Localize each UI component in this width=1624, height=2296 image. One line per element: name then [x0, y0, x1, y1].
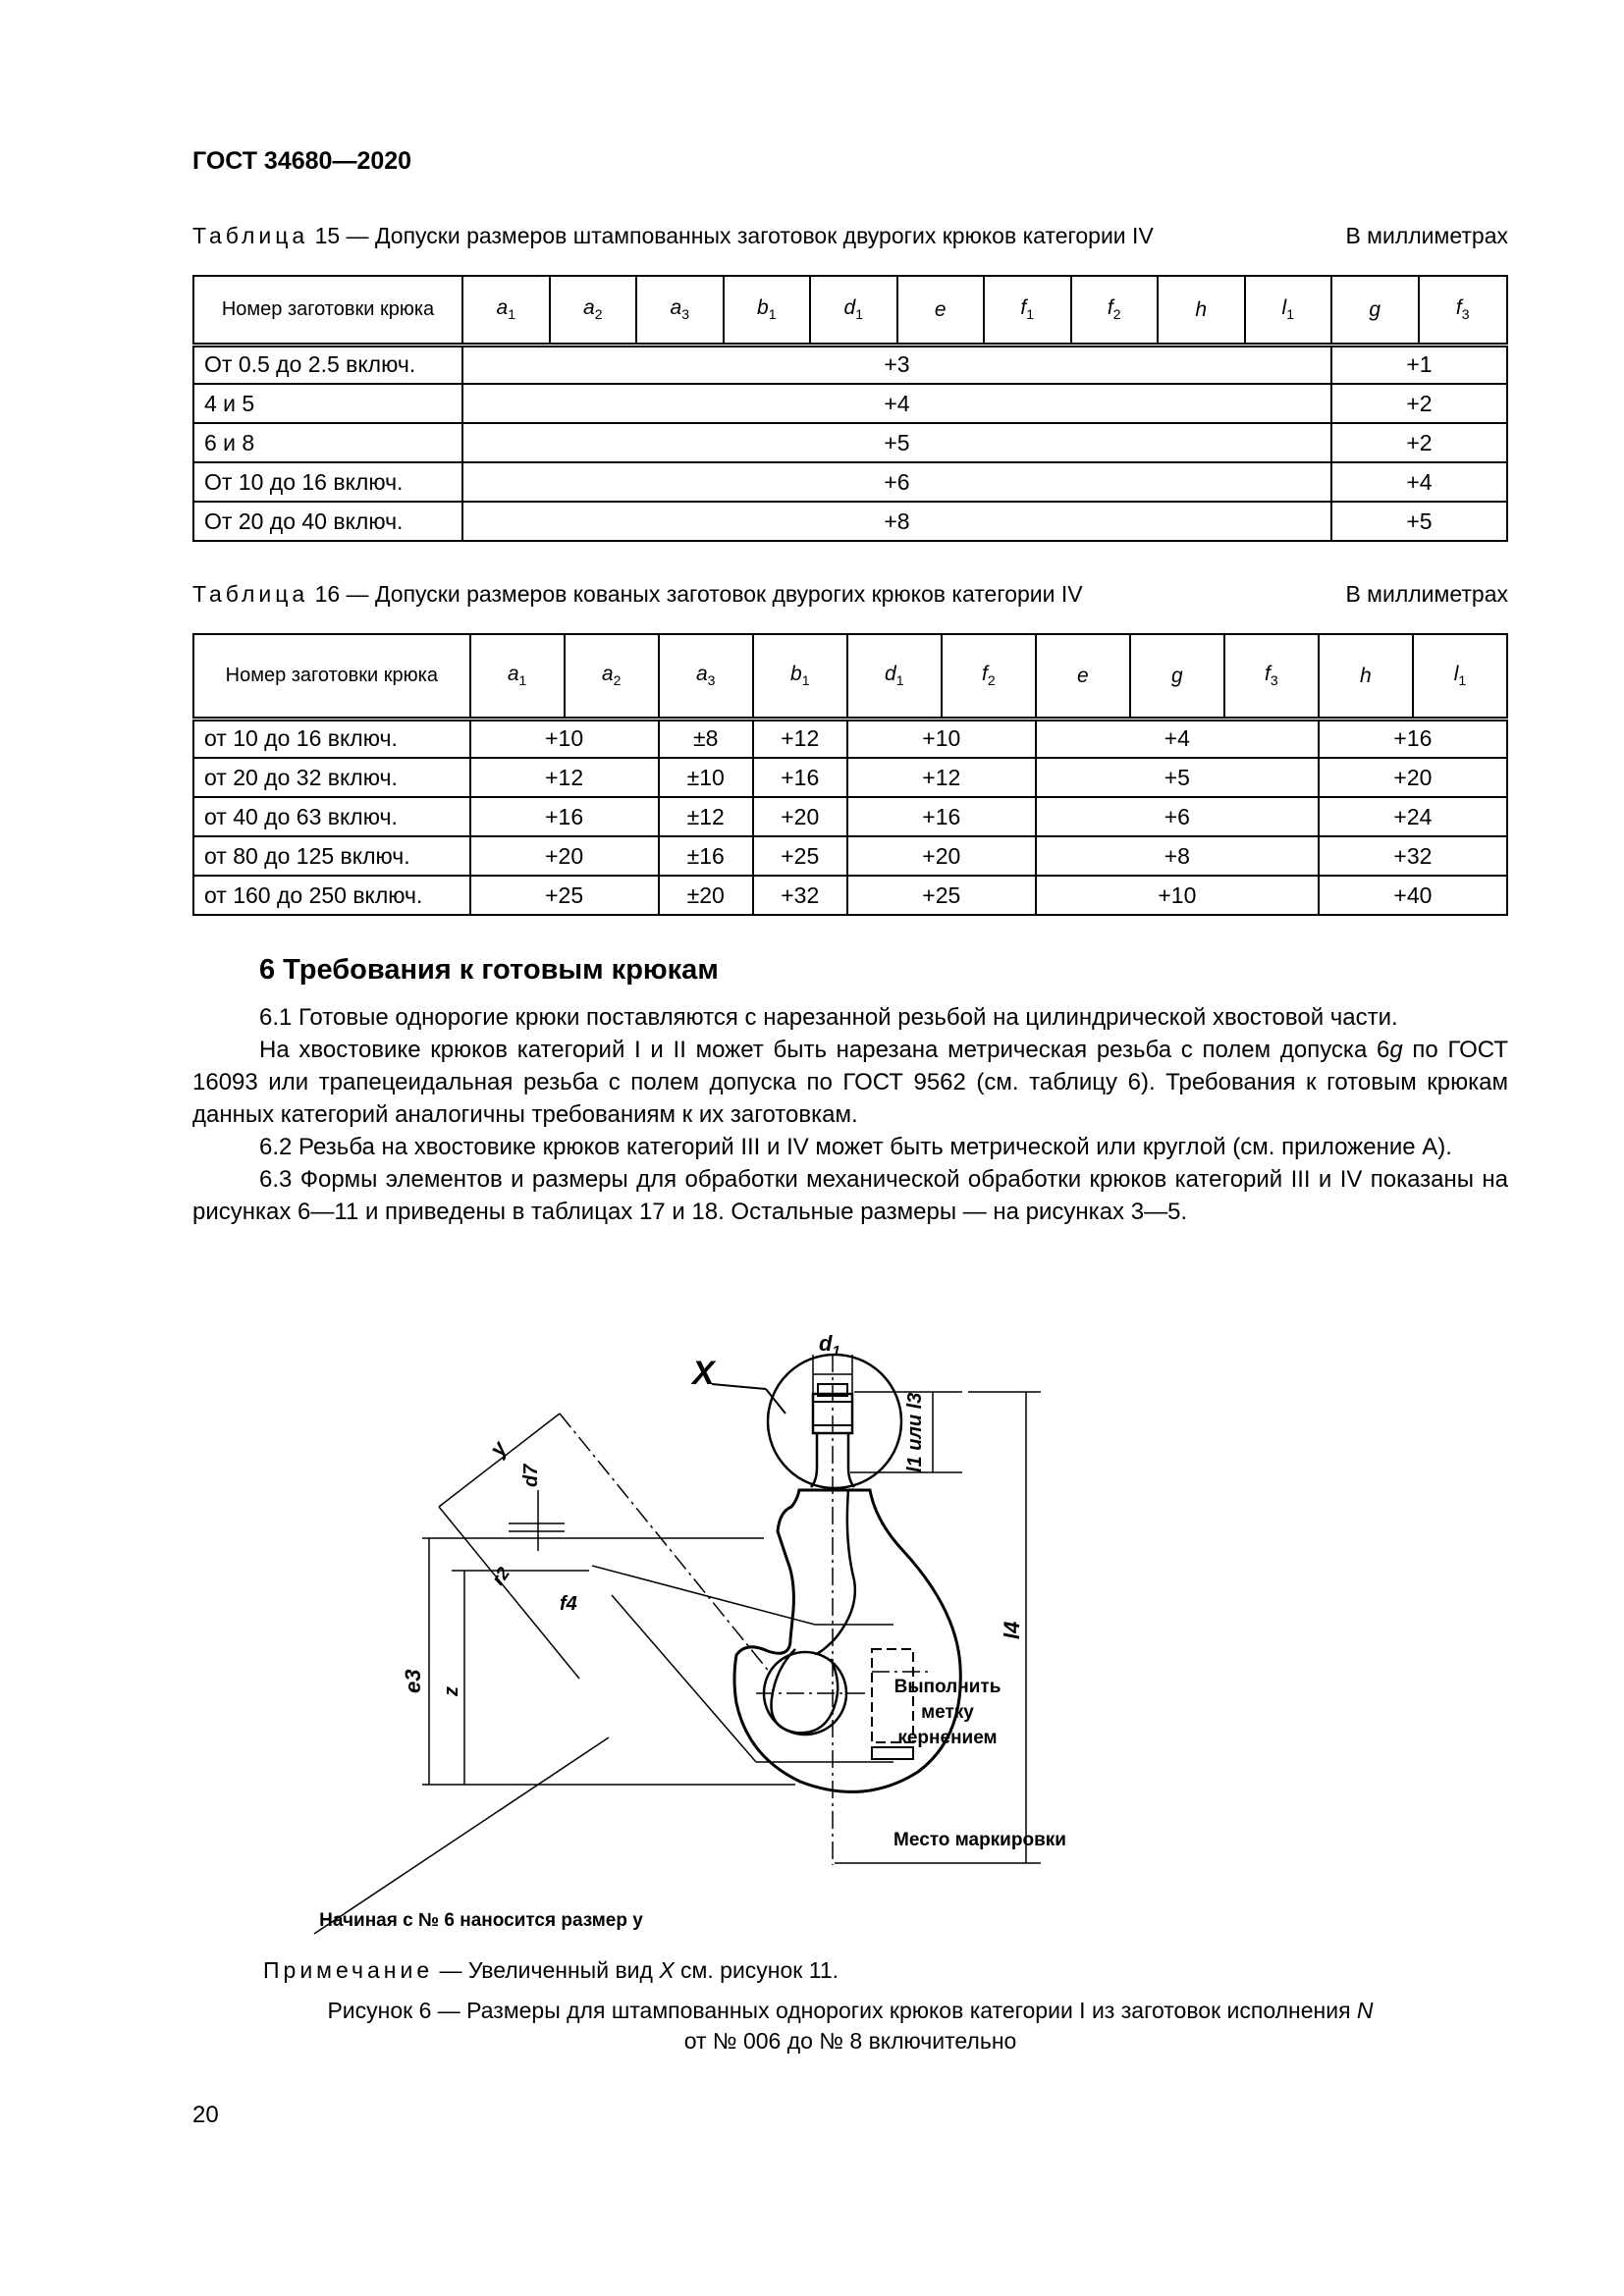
label-r2: r2 — [487, 1563, 514, 1589]
row-label: от 160 до 250 включ. — [193, 876, 470, 915]
symbol: a — [670, 296, 682, 320]
symbol: g — [1171, 664, 1183, 687]
symbol-subscript: 2 — [1112, 306, 1121, 323]
symbol-subscript: 3 — [1461, 306, 1470, 323]
tolerance-value: +3 — [462, 345, 1331, 384]
symbol: a — [507, 663, 519, 686]
tolerance-value: ±20 — [659, 876, 753, 915]
leader-punch — [592, 1566, 815, 1625]
paragraph-6-2: 6.2 Резьба на хвостовике крюков категорий III и IV может быть метрической или круглой (см. приложение А). — [259, 1134, 1452, 1160]
header-blank-number: Номер заготовки крюка — [193, 634, 470, 719]
tolerance-value: +4 — [1036, 719, 1319, 758]
symbol: a — [583, 296, 595, 320]
label-e3: e3 — [401, 1669, 425, 1693]
column-header — [550, 276, 637, 345]
tolerance-value: ±16 — [659, 836, 753, 876]
tolerance-value: +25 — [847, 876, 1036, 915]
tolerance-value: +6 — [1036, 797, 1319, 836]
label-d1-sub: 1 — [832, 1343, 840, 1360]
figure-caption — [192, 1996, 1508, 2056]
column-header — [724, 276, 811, 345]
symbol-subscript: 1 — [895, 672, 904, 689]
tolerance-value: ±8 — [659, 719, 753, 758]
symbol-subscript: 3 — [707, 672, 716, 689]
paragraph-6-3: 6.3 Формы элементов и размеры для обработки механической обработки крюков категорий III и IV показаны на рисунках 6—11 и приведены в таблицах 17 и 18. Остальные размеры — на рисунках 3—5. — [192, 1166, 1508, 1225]
table-row — [193, 502, 1507, 541]
paragraph-text: На хвостовике крюков категорий I и II может быть нарезана метрическая резьба с полем допуска 6 — [259, 1037, 1390, 1063]
document-header: ГОСТ 34680—2020 — [192, 147, 412, 175]
table-row — [193, 462, 1507, 502]
table-row — [193, 876, 1507, 915]
table-header-row — [193, 276, 1507, 345]
tolerance-value: +16 — [753, 758, 847, 797]
callout-size-y: Начиная с № 6 наносится размер y — [319, 1910, 643, 1931]
symbol: g — [1369, 297, 1381, 321]
tolerance-value: ±12 — [659, 797, 753, 836]
tolerance-value: +25 — [470, 876, 659, 915]
symbol: d — [885, 663, 896, 686]
label-d1 — [819, 1331, 840, 1360]
column-header — [810, 276, 897, 345]
callout-marking: Место маркировки — [893, 1830, 1066, 1850]
tolerance-value: +20 — [470, 836, 659, 876]
tolerance-value: +16 — [1319, 719, 1507, 758]
caption-n: N — [1356, 1998, 1374, 2023]
symbol-subscript: 1 — [508, 306, 515, 323]
symbol: a — [695, 663, 708, 686]
section-6-title: 6 Требования к готовым крюкам — [259, 954, 719, 986]
tolerance-value: +24 — [1319, 797, 1507, 836]
symbol: h — [1360, 664, 1372, 687]
label-l4: l4 — [1000, 1621, 1024, 1639]
column-header — [984, 276, 1071, 345]
row-label: от 20 до 32 включ. — [193, 758, 470, 797]
table-row — [193, 836, 1507, 876]
note-text: — Увеличенный вид — [433, 1957, 660, 1983]
symbol: l — [1453, 663, 1459, 686]
column-header — [1158, 276, 1245, 345]
tolerance-value: +2 — [1331, 384, 1507, 423]
table16-unit: В миллиметрах — [1345, 581, 1508, 607]
column-header — [897, 276, 985, 345]
label-z: z — [441, 1686, 462, 1696]
label-y: y — [484, 1436, 513, 1461]
symbol: b — [757, 296, 769, 320]
symbol-subscript: 1 — [518, 672, 527, 689]
symbol: f — [1020, 296, 1027, 320]
table-row — [193, 719, 1507, 758]
header-blank-number: Номер заготовки крюка — [193, 276, 462, 345]
symbol: f — [1107, 296, 1113, 320]
table-row — [193, 797, 1507, 836]
tolerance-value: +20 — [847, 836, 1036, 876]
row-label: От 10 до 16 включ. — [193, 462, 462, 502]
table-16 — [192, 633, 1508, 916]
symbol-subscript: 1 — [1458, 672, 1467, 689]
symbol-subscript: 1 — [855, 306, 863, 323]
column-header — [659, 634, 753, 719]
column-header — [1245, 276, 1332, 345]
symbol-subscript: 3 — [1270, 672, 1278, 689]
tolerance-value: +8 — [1036, 836, 1319, 876]
tolerance-value: +40 — [1319, 876, 1507, 915]
tolerance-value: +16 — [470, 797, 659, 836]
symbol: e — [934, 297, 947, 321]
row-label: От 0.5 до 2.5 включ. — [193, 345, 462, 384]
table15-unit: В миллиметрах — [1345, 223, 1508, 248]
row-label: 4 и 5 — [193, 384, 462, 423]
symbol-subscript: 1 — [1286, 306, 1294, 323]
tolerance-value: +12 — [847, 758, 1036, 797]
table-row — [193, 423, 1507, 462]
symbol-subscript: 2 — [594, 306, 603, 323]
callout-punch-3: кернением — [897, 1728, 998, 1748]
paragraph-6-1: 6.1 Готовые однорогие крюки поставляются с нарезанной резьбой на цилиндрической хвостовой части. — [259, 1004, 1398, 1031]
callout-punch-1: Выполнить — [893, 1677, 1001, 1697]
row-label: от 10 до 16 включ. — [193, 719, 470, 758]
row-label: от 80 до 125 включ. — [193, 836, 470, 876]
table-row — [193, 758, 1507, 797]
tolerance-value: +5 — [1331, 502, 1507, 541]
column-header — [1331, 276, 1419, 345]
table15-caption-text: 15 — Допуски размеров штампованных заготовок двурогих крюков категории IV — [308, 223, 1154, 248]
symbol-subscript: 3 — [681, 306, 689, 323]
column-header — [1413, 634, 1507, 719]
paragraph-6-1-b — [192, 1034, 1508, 1131]
column-header — [753, 634, 847, 719]
hook-throat — [772, 1649, 839, 1733]
column-header — [636, 276, 724, 345]
symbol: h — [1195, 297, 1208, 321]
tolerance-value: +12 — [470, 758, 659, 797]
tolerance-value: +10 — [470, 719, 659, 758]
label-l1-l3: l1 или l3 — [904, 1392, 926, 1472]
row-label: От 20 до 40 включ. — [193, 502, 462, 541]
column-header — [1319, 634, 1413, 719]
label-f4: f4 — [560, 1593, 577, 1615]
tolerance-value: +8 — [462, 502, 1331, 541]
row-label: 6 и 8 — [193, 423, 462, 462]
symbol: b — [790, 663, 802, 686]
column-header — [942, 634, 1036, 719]
column-header — [1036, 634, 1130, 719]
column-header — [1419, 276, 1508, 345]
symbol-subscript: 2 — [613, 672, 622, 689]
column-header — [1071, 276, 1159, 345]
table-header-row — [193, 634, 1507, 719]
note-x: X — [659, 1957, 675, 1983]
tolerance-value: ±10 — [659, 758, 753, 797]
tolerance-value: +5 — [462, 423, 1331, 462]
symbol: a — [496, 296, 509, 320]
column-header — [1224, 634, 1319, 719]
column-header — [847, 634, 942, 719]
table16-caption-text: 16 — Допуски размеров кованых заготовок двурогих крюков категории IV — [308, 581, 1083, 607]
table-15 — [192, 275, 1508, 542]
column-header — [565, 634, 659, 719]
table-row — [193, 384, 1507, 423]
note-lead: Примечание — [263, 1957, 434, 1983]
page-number: 20 — [192, 2102, 219, 2128]
symbol-subscript: 1 — [768, 306, 777, 323]
tolerance-value: +5 — [1036, 758, 1319, 797]
note-text-end: см. рисунок 11. — [674, 1957, 839, 1983]
caption-text: Рисунок 6 — Размеры для штампованных однорогих крюков категории I из заготовок исполнения — [327, 1998, 1357, 2023]
symbol-subscript: 1 — [1026, 306, 1035, 323]
italic-g: g — [1389, 1037, 1403, 1063]
tolerance-value: +25 — [753, 836, 847, 876]
symbol: f — [1265, 663, 1271, 686]
tolerance-value: +32 — [753, 876, 847, 915]
table15-caption — [192, 223, 1508, 249]
symbol: f — [982, 663, 988, 686]
figure-note — [263, 1957, 839, 1984]
hook-drawing — [319, 1315, 1267, 1934]
symbol: f — [1455, 296, 1462, 320]
callout-punch-2: метку — [921, 1702, 974, 1723]
paragraph-text: по ГОСТ 16093 или трапецеидальная резьба с полем допуска по ГОСТ 9562 (см. таблицу 6). Требования к готовым крюкам данных категорий аналогичны требованиям к их заготовкам. — [192, 1037, 1508, 1128]
tolerance-value: +16 — [847, 797, 1036, 836]
tolerance-value: +12 — [753, 719, 847, 758]
tolerance-value: +1 — [1331, 345, 1507, 384]
dim-y — [439, 1414, 560, 1507]
column-header — [1130, 634, 1224, 719]
symbol: a — [601, 663, 614, 686]
column-header — [462, 276, 550, 345]
symbol: d — [843, 296, 856, 320]
section-6-body — [192, 1001, 1508, 1228]
table-row — [193, 345, 1507, 384]
symbol-subscript: 2 — [987, 672, 996, 689]
symbol: e — [1076, 664, 1089, 687]
tolerance-value: +20 — [1319, 758, 1507, 797]
table16-caption-lead: Таблица — [192, 581, 309, 607]
symbol-subscript: 1 — [801, 672, 810, 689]
tolerance-value: +4 — [462, 384, 1331, 423]
tolerance-value: +2 — [1331, 423, 1507, 462]
tolerance-value: +20 — [753, 797, 847, 836]
label-d7: d7 — [520, 1464, 542, 1487]
label-x: X — [692, 1355, 715, 1392]
tolerance-value: +6 — [462, 462, 1331, 502]
tolerance-value: +10 — [1036, 876, 1319, 915]
figure-caption-line-1 — [192, 1996, 1508, 2026]
leader-size-y — [314, 1737, 609, 1934]
detail-leader — [712, 1384, 766, 1389]
column-header — [470, 634, 565, 719]
symbol: l — [1281, 296, 1287, 320]
tolerance-value: +4 — [1331, 462, 1507, 502]
row-label: от 40 до 63 включ. — [193, 797, 470, 836]
tolerance-value: +10 — [847, 719, 1036, 758]
figure-caption-line-2: от № 006 до № 8 включительно — [683, 2028, 1017, 2054]
table15-caption-lead: Таблица — [192, 223, 309, 248]
label-d1-base: d — [819, 1331, 833, 1356]
tolerance-value: +32 — [1319, 836, 1507, 876]
table16-caption — [192, 581, 1508, 608]
